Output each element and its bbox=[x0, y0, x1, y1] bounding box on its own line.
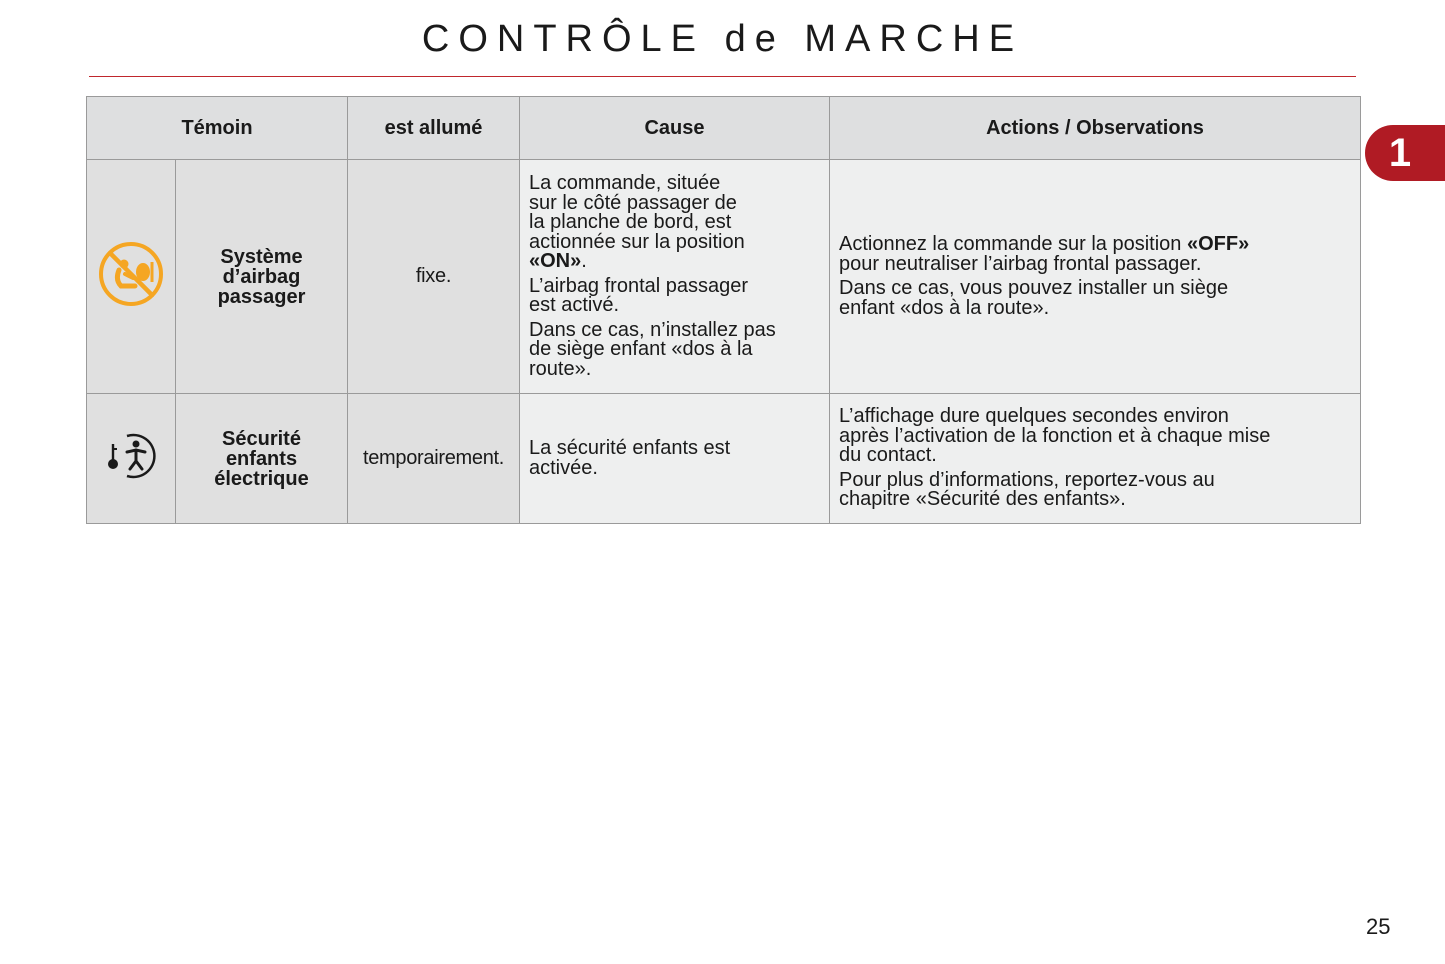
title-divider bbox=[89, 76, 1356, 77]
airbag-off-icon bbox=[97, 240, 165, 308]
airbag-passenger-name: Système d’airbag passager bbox=[176, 160, 348, 394]
child-lock-actions: L’affichage dure quelques secondes environ après l’activation de la fonction et à chaque mise du contact. Pour plus d’informations, reportez-vous au chapitre «Sécurité des enfants». bbox=[830, 394, 1361, 524]
airbag-state: fixe. bbox=[348, 160, 520, 394]
header-allume: est allumé bbox=[348, 97, 520, 160]
header-temoin: Témoin bbox=[87, 97, 348, 160]
child-lock-state: temporairement. bbox=[348, 394, 520, 524]
table-row bbox=[87, 160, 1361, 394]
airbag-actions: Actionnez la commande sur la position «OFF» pour neutraliser l’airbag frontal passager. Dans ce cas, vous pouvez installer un siège enfant «dos à la route». bbox=[830, 160, 1361, 394]
header-cause: Cause bbox=[520, 97, 830, 160]
table-row bbox=[87, 394, 1361, 524]
icon-cell bbox=[87, 160, 176, 394]
icon-cell bbox=[87, 394, 176, 524]
warning-lights-table bbox=[86, 96, 1361, 524]
chapter-tab[interactable]: 1 bbox=[1365, 125, 1445, 181]
airbag-cause: La commande, située sur le côté passager de la planche de bord, est actionnée sur la position «ON». L’airbag frontal passager est activé. Dans ce cas, n’installez pas de siège enfant «dos à la route». bbox=[520, 160, 830, 394]
header-actions: Actions / Observations bbox=[830, 97, 1361, 160]
page-title: CONTRÔLE de MARCHE bbox=[421, 18, 1024, 60]
child-lock-name: Sécurité enfants électrique bbox=[176, 394, 348, 524]
table-header-row bbox=[87, 97, 1361, 160]
page-number: 25 bbox=[1366, 914, 1391, 939]
child-lock-icon bbox=[105, 430, 157, 482]
child-lock-cause: La sécurité enfants est activée. bbox=[520, 394, 830, 524]
